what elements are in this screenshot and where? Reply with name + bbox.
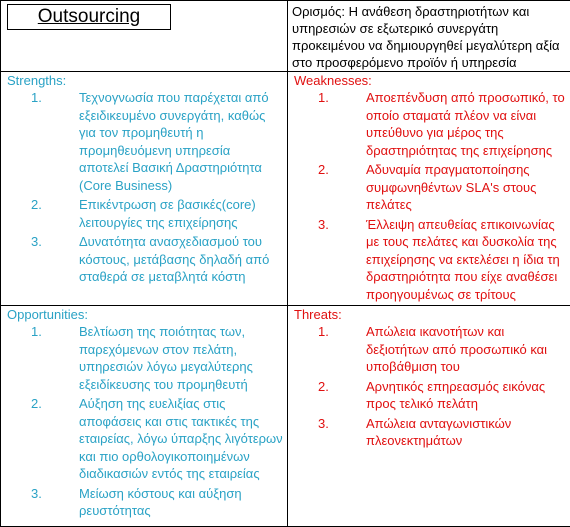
list-item — [288, 415, 568, 450]
item-number: 3. — [31, 485, 51, 503]
list-item — [288, 89, 568, 159]
item-number: 1. — [31, 323, 51, 341]
item-number: 3. — [318, 216, 338, 234]
list-item — [1, 89, 283, 194]
weaknesses-quadrant — [288, 72, 570, 306]
item-number: 1. — [318, 89, 338, 107]
item-text: Αποεπένδυση από προσωπικό, το οποίο σταματά πλέον να είναι υπεύθυνο για μέρος της δραστηριότητας της επιχείρησης — [366, 90, 565, 158]
opportunities-quadrant — [1, 306, 288, 527]
item-text: Αδυναμία πραγματοποίησης συμφωνηθέντων SLA's στους πελάτες — [366, 162, 536, 212]
weaknesses-title: Weaknesses: — [288, 72, 570, 89]
item-number: 2. — [318, 378, 338, 396]
definition-cell — [288, 1, 570, 72]
list-item — [1, 485, 283, 520]
threats-list — [288, 323, 570, 450]
item-text: Απώλεια ανταγωνιστικών πλεονεκτημάτων — [366, 416, 511, 449]
list-item — [288, 323, 568, 376]
definition-text: Ορισμός: Η ανάθεση δραστηριοτήτων και υπηρεσιών σε εξωτερικό συνεργάτη προκειμένου να δημιουργηθεί μεγαλύτερη αξία στο προσφερόμενο προϊόν ή υπηρεσία — [288, 1, 570, 71]
list-item — [1, 196, 283, 231]
threats-quadrant — [288, 306, 570, 527]
title-cell — [1, 1, 288, 72]
item-text: Έλλειψη απευθείας επικοινωνίας με τους πελάτες και δυσκολία της επιχείρησης να εκτελέσει η ίδια τη δραστηριότητα που είχε αναθέσει προηγουμένως σε τρίτους — [366, 217, 560, 302]
list-item — [1, 323, 283, 393]
item-text: Αρνητικός επηρεασμός εικόνας προς τελικό πελάτη — [366, 379, 545, 412]
item-text: Επικέντρωση σε βασικές(core) λειτουργίες της επιχείρησης — [79, 197, 256, 230]
item-number: 3. — [318, 415, 338, 433]
item-number: 2. — [31, 196, 51, 214]
item-text: Τεχνογνωσία που παρέχεται από εξειδικευμένο συνεργάτη, καθώς για τον προμηθευτή η προμηθευόμενη υπηρεσία αποτελεί Βασική Δραστηριότητα (Core Business) — [79, 90, 269, 193]
strengths-quadrant — [1, 72, 288, 306]
item-text: Απώλεια ικανοτήτων και δεξιοτήτων από προσωπικό και υποβάθμιση του — [366, 324, 547, 374]
item-number: 1. — [318, 323, 338, 341]
item-number: 2. — [318, 161, 338, 179]
item-text: Βελτίωση της ποιότητας των, παρεχόμενων στον πελάτη, υπηρεσιών λόγω μεγαλύτερης εξειδίκευσης του προμηθευτή — [79, 324, 253, 392]
list-item — [288, 216, 568, 304]
strengths-list — [1, 89, 287, 286]
opportunities-list — [1, 323, 287, 520]
item-text: Δυνατότητα ανασχεδιασμού του κόστους, μετάβασης δηλαδή από σταθερά σε μεταβλητά κόστη — [79, 234, 269, 284]
list-item — [1, 395, 283, 483]
item-number: 2. — [31, 395, 51, 413]
weaknesses-list — [288, 89, 570, 303]
strengths-title: Strengths: — [1, 72, 287, 89]
threats-title: Threats: — [288, 306, 570, 323]
list-item — [1, 233, 283, 286]
list-item — [288, 161, 568, 214]
item-number: 3. — [31, 233, 51, 251]
opportunities-title: Opportunities: — [1, 306, 287, 323]
item-text: Αύξηση της ευελιξίας στις αποφάσεις και στις τακτικές της εταιρείας, λόγω ύπαρξης λιγότερων και πιο ορθολογικοποιημένων διαδικασιών εντός της εταιρείας — [79, 396, 283, 481]
list-item — [288, 378, 568, 413]
item-text: Μείωση κόστους και αύξηση ρευστότητας — [79, 486, 242, 519]
title-box — [7, 4, 171, 30]
page-title: Outsourcing — [8, 5, 170, 29]
item-number: 1. — [31, 89, 51, 107]
